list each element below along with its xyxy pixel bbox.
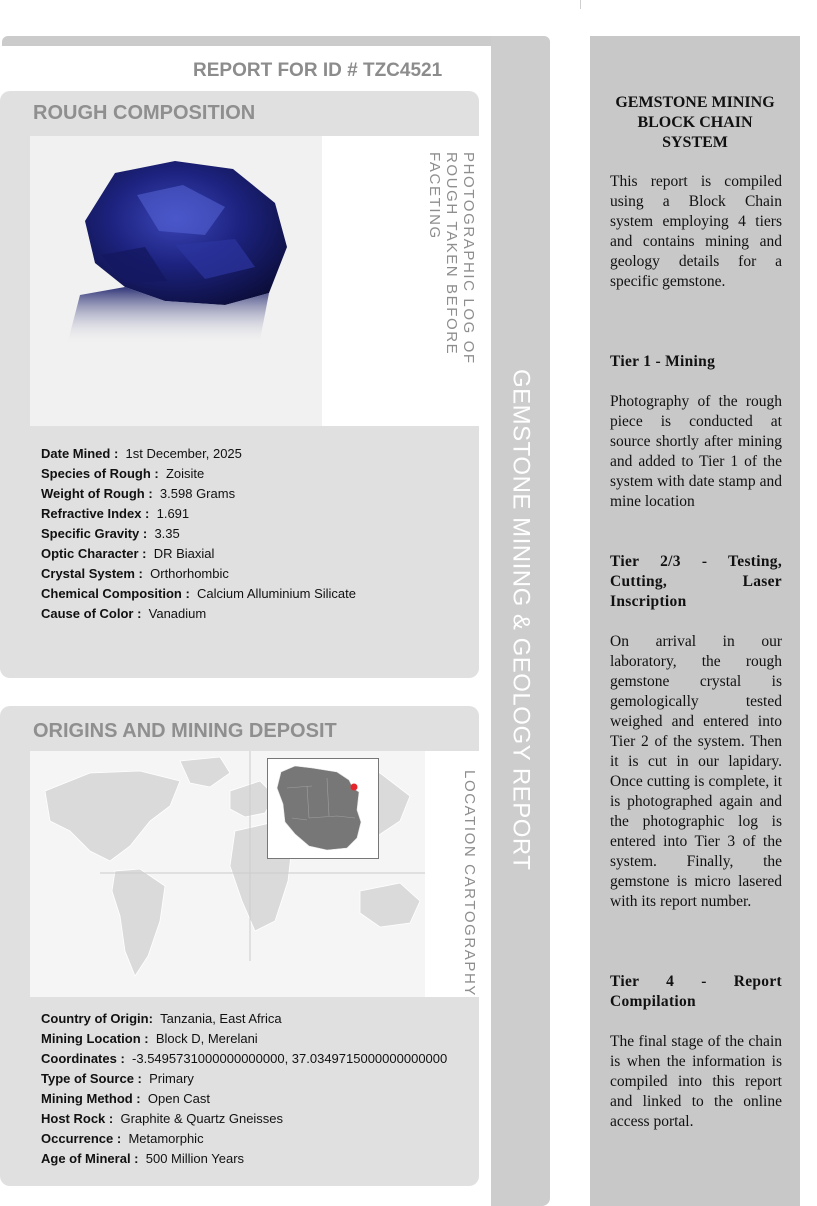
field-optic-character: Optic Character : DR Biaxial <box>41 546 215 561</box>
field-refractive-index: Refractive Index : 1.691 <box>41 506 190 521</box>
report-id-title: REPORT FOR ID # TZC4521 <box>193 60 443 81</box>
top-divider <box>580 0 581 9</box>
rough-composition-heading: ROUGH COMPOSITION <box>33 102 256 124</box>
rough-gemstone-image <box>55 155 300 355</box>
tier4-title: Tier 4 - Report Compilation <box>610 973 782 1010</box>
report-spine-title: GEMSTONE MINING & GEOLOGY REPORT <box>507 369 535 871</box>
field-host-rock: Host Rock : Graphite & Quartz Gneisses <box>41 1111 284 1126</box>
location-pin-icon <box>351 784 358 791</box>
map-caption: LOCATION CARTOGRAPHY <box>461 770 478 998</box>
field-country-of-origin: Country of Origin: Tanzania, East Africa <box>41 1011 282 1026</box>
field-coordinates: Coordinates : -3.5495731000000000000, 37.0349715000000000000 <box>41 1051 448 1066</box>
sidebar-title: GEMSTONE MINING BLOCK CHAIN SYSTEM <box>615 94 775 151</box>
tier4-text: The final stage of the chain is when the information is compiled into this report and linked to the online access portal. <box>610 1033 782 1130</box>
tanzania-map-image <box>267 758 379 859</box>
field-date-mined: Date Mined : 1st December, 2025 <box>41 446 242 461</box>
tier23-title: Tier 2/3 - Testing, Cutting, Laser Inscription <box>610 553 782 610</box>
sidebar-intro: This report is compiled using a Block Chain system employing 4 tiers and contains mining and geology details for a specific gemstone. <box>610 173 782 290</box>
rough-photo-caption: PHOTOGRAPHIC LOG OF ROUGH TAKEN BEFORE FACETING <box>426 152 477 365</box>
tier1-title: Tier 1 - Mining <box>610 353 716 370</box>
tier1-text: Photography of the rough piece is conducted at source shortly after mining and added to Tier 1 of the system with date stamp and mine location <box>610 393 782 510</box>
tier23-text: On arrival in our laboratory, the rough gemstone crystal is gemologically tested weighed and entered into Tier 2 of the system. Then it is cut in our lapidary. Once cutting is complete, it is photographed again and the photographic log is entered into Tier 3 of the system. Finally, the gemstone is micro lasered with its report number. <box>610 633 782 910</box>
field-species: Species of Rough : Zoisite <box>41 466 205 481</box>
field-age-of-mineral: Age of Mineral : 500 Million Years <box>41 1151 245 1166</box>
field-chemical-composition: Chemical Composition : Calcium Alluminium Silicate <box>41 586 356 601</box>
field-cause-of-color: Cause of Color : Vanadium <box>41 606 207 621</box>
field-crystal-system: Crystal System : Orthorhombic <box>41 566 229 581</box>
field-weight: Weight of Rough : 3.598 Grams <box>41 486 236 501</box>
field-mining-location: Mining Location : Block D, Merelani <box>41 1031 258 1046</box>
field-specific-gravity: Specific Gravity : 3.35 <box>41 526 180 541</box>
frame-top-bar <box>2 36 550 46</box>
field-mining-method: Mining Method : Open Cast <box>41 1091 211 1106</box>
field-occurrence: Occurrence : Metamorphic <box>41 1131 204 1146</box>
field-type-of-source: Type of Source : Primary <box>41 1071 194 1086</box>
origins-heading: ORIGINS AND MINING DEPOSIT <box>33 720 337 742</box>
